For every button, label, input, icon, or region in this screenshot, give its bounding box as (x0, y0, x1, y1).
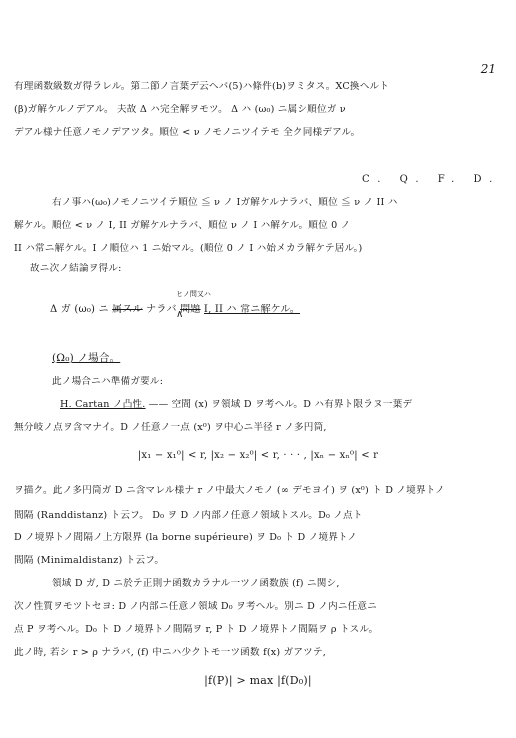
paragraph4-line: 領域 D ガ, D ニ於テ正則ナ函数カラナル一ツノ函数族 (f) ニ関シ, (52, 578, 340, 589)
paragraph2-line: 解ケル。順位 < ν ノ I, II ガ解ケルナラバ、順位 ν ノ I ハ解ケル。順位 0 ノ (14, 220, 351, 231)
conclusion-struck-word: 属スル (112, 304, 143, 315)
paragraph4-line: 此ノ時, 若シ r > ρ ナラバ, (f) 中ニハ少クトモ一ツ函数 f(x) ガアツテ, (14, 647, 326, 658)
paragraph2-line: 故ニ次ノ結論ヲ得ル: (30, 263, 122, 274)
paragraph3-line: D ノ境界トノ間隔ノ上方限界 (la borne supérieure) ヲ D₀ ト D ノ境界トノ (14, 532, 358, 543)
cartan-heading: H. Cartan ノ凸性. (60, 399, 146, 410)
paragraph3-line: 間隔 (Randdistanz) ト云フ。 D₀ ヲ D ノ内部ノ任意ノ領域トスル。D₀ ノ点ト (14, 510, 363, 521)
conclusion-suffix: I, II ハ 常ニ解ケル。 (203, 304, 300, 315)
polycylinder-formula: |x₁ − x₁⁰| < r, |x₂ − x₂⁰| < r, · · · , |xₙ − xₙ⁰| < r (137, 450, 379, 461)
paragraph4-line: 次ノ性質ヲモツトセヨ: D ノ内部ニ任意ノ領域 D₀ ヲ考ヘル。別ニ D ノ内ニ任意ニ (14, 601, 377, 612)
cartan-line (60, 399, 502, 411)
insertion-caret: ∧ (176, 309, 184, 320)
paragraph2-line: II ハ常ニ解ケル。I ノ順位ハ 1 ニ始マル。(順位 0 ノ I ハ始メカラ解ケテ居ル。) (14, 243, 363, 254)
cartan-text: —— 空間 (x) ヲ領域 D ヲ考ヘル。D ハ有界ト限ラヌ一葉デ (148, 399, 413, 410)
conclusion-struck-word-2: 問題 (180, 304, 201, 315)
paragraph1-line: 有理函数級数ガ得ラレル。第二節ノ言葉デ云ヘバ(5)ハ條件(b)ヲミタス。XC換ヘルト (14, 81, 390, 92)
qed-mark: C. Q. F. D. (362, 174, 501, 185)
final-formula: |f(P)| > max |f(D₀)| (204, 675, 312, 687)
conclusion-prefix: Δ ガ (ω₀) ニ (50, 304, 109, 315)
section-intro: 此ノ場合ニハ準備ガ要ル: (52, 376, 164, 387)
paragraph2-line: 右ノ事ハ(ω₀)ノモノニツイテ順位 ≦ ν ノ Iガ解ケルナラバ、順位 ≦ ν ノ II ハ (52, 197, 398, 208)
cartan-text-line: 無分岐ノ点ヲ含マナイ。D ノ任意ノ一点 (x⁰) ヲ中心ニ半径 r ノ多円筒, (14, 422, 327, 433)
paragraph1-line: (β)ガ解ケルノデアル。 夫故 Δ ハ完全解ヲモツ。 Δ ハ (ω₀) ニ属シ順位ガ ν (14, 104, 346, 115)
paragraph3-line: ヲ描ク。此ノ多円筒ガ D ニ含マレル様ナ r ノ中最大ノモノ (∞ デモヨイ) ヲ (x⁰) ト D ノ境界トノ (14, 485, 445, 496)
conclusion-statement (50, 304, 502, 316)
insertion-note: ヒノ問又ハ (176, 290, 211, 298)
paragraph4-line: 点 P ヲ考ヘル。D₀ ト D ノ境界トノ間隔ヲ r, P ト D ノ境界トノ間隔ヲ ρ トスル。 (14, 624, 379, 635)
section-heading: (Ω₀) ノ場合。 (52, 352, 121, 364)
paragraph1-line: デアル様ナ任意ノモノデアツタ。順位 < ν ノモノニツイテモ 全ク同様デアル。 (14, 127, 361, 138)
page-number: 21 (480, 62, 496, 76)
conclusion-middle: ナラバ (146, 304, 177, 315)
paragraph3-line: 間隔 (Minimaldistanz) ト云フ。 (14, 555, 165, 566)
